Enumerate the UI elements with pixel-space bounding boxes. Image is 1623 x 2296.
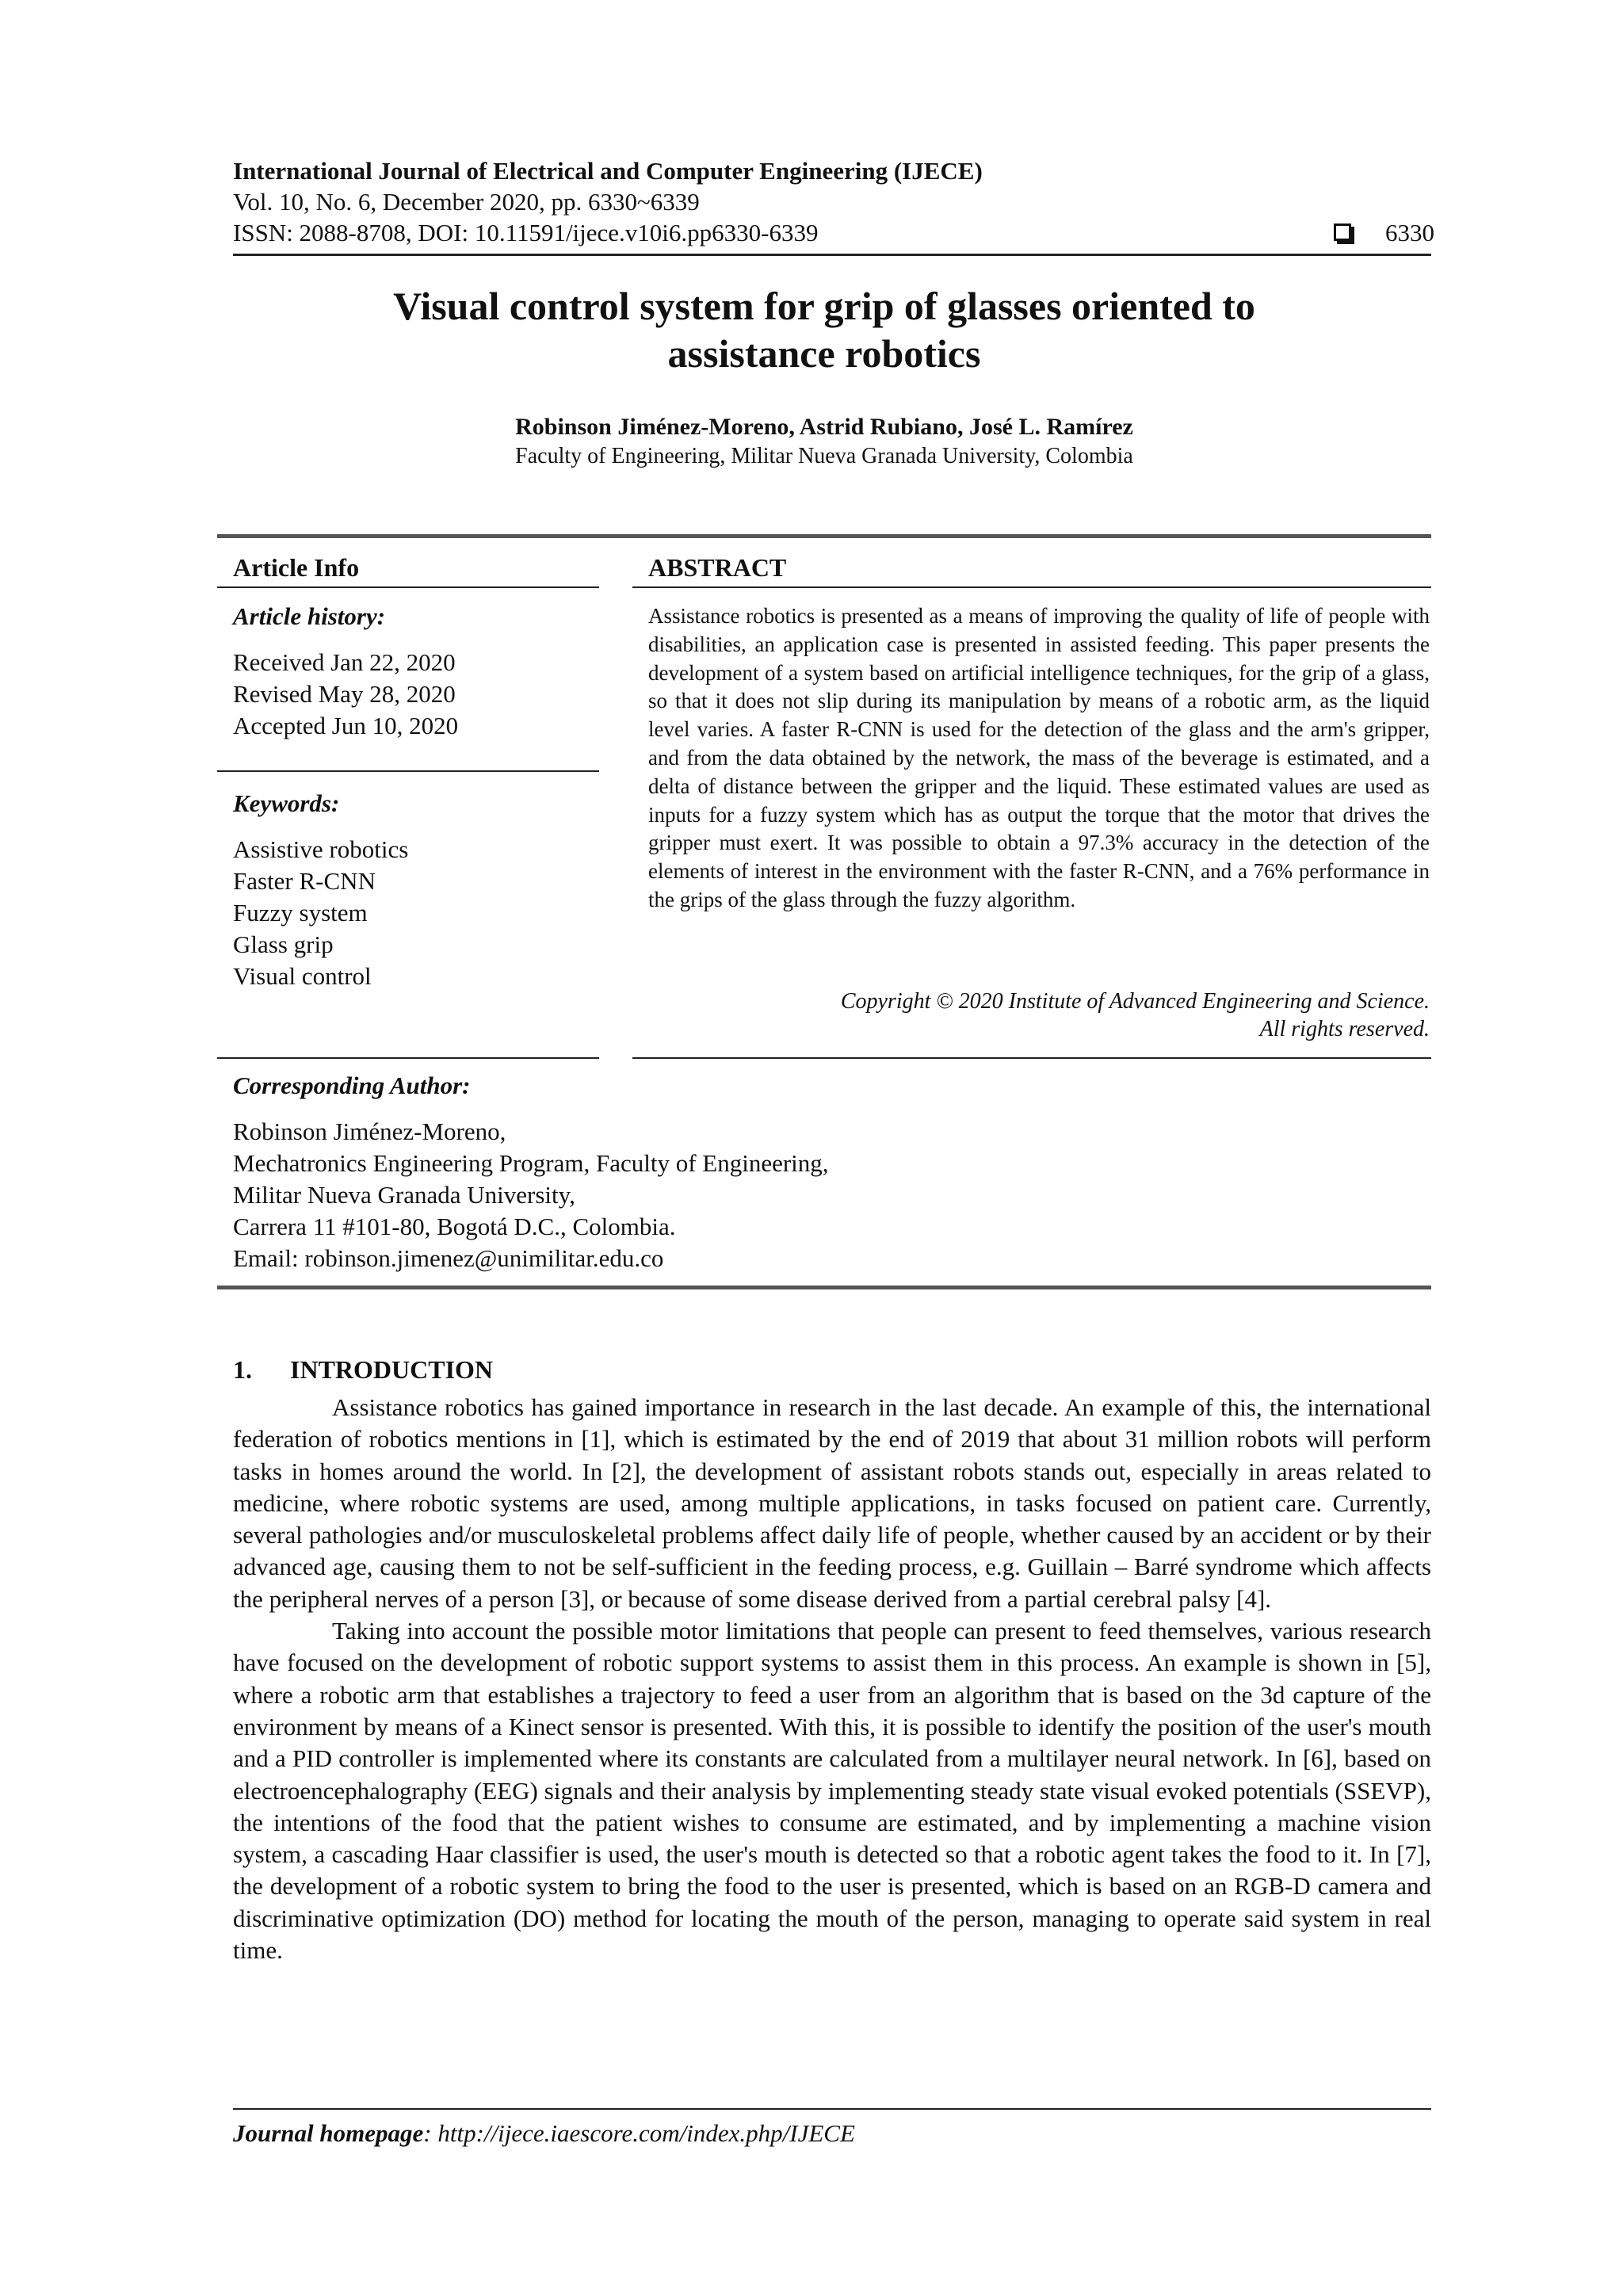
received-date: Received Jan 22, 2020 xyxy=(233,648,456,676)
history-heading: Article history: xyxy=(233,602,386,630)
issn-doi: ISSN: 2088-8708, DOI: 10.11591/ijece.v10i6.pp6330-6339 xyxy=(233,219,819,246)
section-heading: INTRODUCTION xyxy=(290,1355,494,1384)
corresponding-email: Email: robinson.jimenez@unimilitar.edu.co xyxy=(233,1244,664,1272)
box-icon xyxy=(1334,223,1351,245)
keyword-item: Fuzzy system xyxy=(233,899,368,926)
authors: Robinson Jiménez-Moreno, Astrid Rubiano, José L. Ramírez xyxy=(515,414,1133,440)
copyright-line-2: All rights reserved. xyxy=(1259,1017,1430,1041)
introduction-body xyxy=(233,1392,1431,1966)
keyword-item: Glass grip xyxy=(233,930,334,958)
abstract-bottom-rule xyxy=(632,1057,1431,1059)
corresponding-line: Carrera 11 #101-80, Bogotá D.C., Colombia. xyxy=(233,1213,676,1240)
abstract-paragraph: Assistance robotics is presented as a means of improving the quality of life of people with disabilities, an application case is presented in assisted feeding. This paper presents the development of a system based on artificial intelligence techniques, for the grip of a glass, so that it does not slip during its manipulation by means of a robotic arm, as the liquid level varies. A faster R-CNN is used for the detection of the glass and the arm's gripper, and from the data obtained by the network, the mass of the beverage is estimated, and a delta of distance between the gripper and the liquid. These estimated values are used as inputs for a fuzzy system which has as output the torque that the motor that drives the gripper must exert. It was possible to obtain a 97.3% accuracy in the detection of the elements of interest in the environment with the faster R-CNN, and a 76% performance in the grips of the glass through the fuzzy algorithm. xyxy=(648,604,1430,911)
title-line-1: Visual control system for grip of glasses oriented to xyxy=(393,284,1255,328)
footer-rule xyxy=(233,2108,1431,2110)
article-info-rule xyxy=(217,586,599,588)
accepted-date: Accepted Jun 10, 2020 xyxy=(233,712,459,739)
keywords-rule xyxy=(217,1057,599,1059)
keyword-item: Faster R-CNN xyxy=(233,867,376,895)
body-paragraph: Taking into account the possible motor limitations that people can present to feed themselves, various research have focused on the development of robotic support systems to assist them in this process. An example is shown in [5], where a robotic arm that establishes a trajectory to feed a user from an algorithm that is based on the 3d capture of the environment by means of a Kinect sensor is presented. With this, it is possible to identify the position of the user's mouth and a PID controller is implemented where its constants are calculated from a multilayer neural network. In [6], based on electroencephalography (EEG) signals and their analysis by implementing steady state visual evoked potentials (SSEVP), the intentions of the food that the patient wishes to consume are estimated, and by implementing a machine vision system, a cascading Haar classifier is used, the user's mouth is detected so that a robotic agent takes the food to it. In [7], the development of a robotic system to bring the food to the user is presented, which is based on an RGB-D camera and discriminative optimization (DO) method for locating the mouth of the person, managing to operate said system in real time. xyxy=(233,1617,1431,1965)
section-number: 1. xyxy=(233,1355,252,1384)
page-number: 6330 xyxy=(1385,219,1434,246)
footer xyxy=(233,2119,855,2148)
abstract-rule xyxy=(632,586,1431,588)
body-paragraph: Assistance robotics has gained importance in research in the last decade. An example of this, the international federation of robotics mentions in [1], which is estimated by the end of 2019 that about 31 million robots will perform tasks in homes around the world. In [2], the development of assistant robots stands out, especially in areas related to medicine, where robotic systems are used, among multiple applications, in tasks focused on patient care. Currently, several pathologies and/or musculoskeletal problems affect daily life of people, whether caused by an accident or by their advanced age, causing them to not be self-sufficient in the feeding process, e.g. Guillain – Barré syndrome which affects the peripheral nerves of a person [3], or because of some disease derived from a partial cerebral palsy [4]. xyxy=(233,1393,1431,1613)
abstract-text xyxy=(648,602,1430,915)
corresponding-details xyxy=(233,1116,829,1274)
keywords-heading: Keywords: xyxy=(233,789,340,817)
info-top-rule xyxy=(217,534,1431,538)
journal-name: International Journal of Electrical and Computer Engineering (IJECE) xyxy=(233,157,983,185)
volume-info: Vol. 10, No. 6, December 2020, pp. 6330~6339 xyxy=(233,188,700,216)
revised-date: Revised May 28, 2020 xyxy=(233,680,456,708)
history-rule xyxy=(217,770,599,772)
corresponding-line: Militar Nueva Granada University, xyxy=(233,1181,575,1209)
journal-homepage-link[interactable]: http://ijece.iaescore.com/index.php/IJECE xyxy=(437,2119,855,2147)
abstract-heading: ABSTRACT xyxy=(648,553,787,582)
affiliation: Faculty of Engineering, Militar Nueva Granada University, Colombia xyxy=(515,444,1133,468)
title-line-2: assistance robotics xyxy=(667,331,981,376)
keyword-list xyxy=(233,834,408,992)
info-bottom-rule xyxy=(217,1286,1431,1289)
copyright-line-1: Copyright © 2020 Institute of Advanced Engineering and Science. xyxy=(840,989,1430,1014)
article-info-heading: Article Info xyxy=(233,553,360,582)
footer-separator: : xyxy=(423,2119,438,2147)
header-rule xyxy=(233,254,1431,256)
keyword-item: Visual control xyxy=(233,962,372,990)
footer-label: Journal homepage xyxy=(233,2119,424,2147)
paper-title xyxy=(238,282,1411,377)
corresponding-line: Mechatronics Engineering Program, Faculty of Engineering, xyxy=(233,1149,829,1177)
corresponding-heading: Corresponding Author: xyxy=(233,1072,471,1099)
corresponding-line: Robinson Jiménez-Moreno, xyxy=(233,1117,506,1145)
keyword-item: Assistive robotics xyxy=(233,835,409,863)
copyright xyxy=(648,988,1430,1043)
